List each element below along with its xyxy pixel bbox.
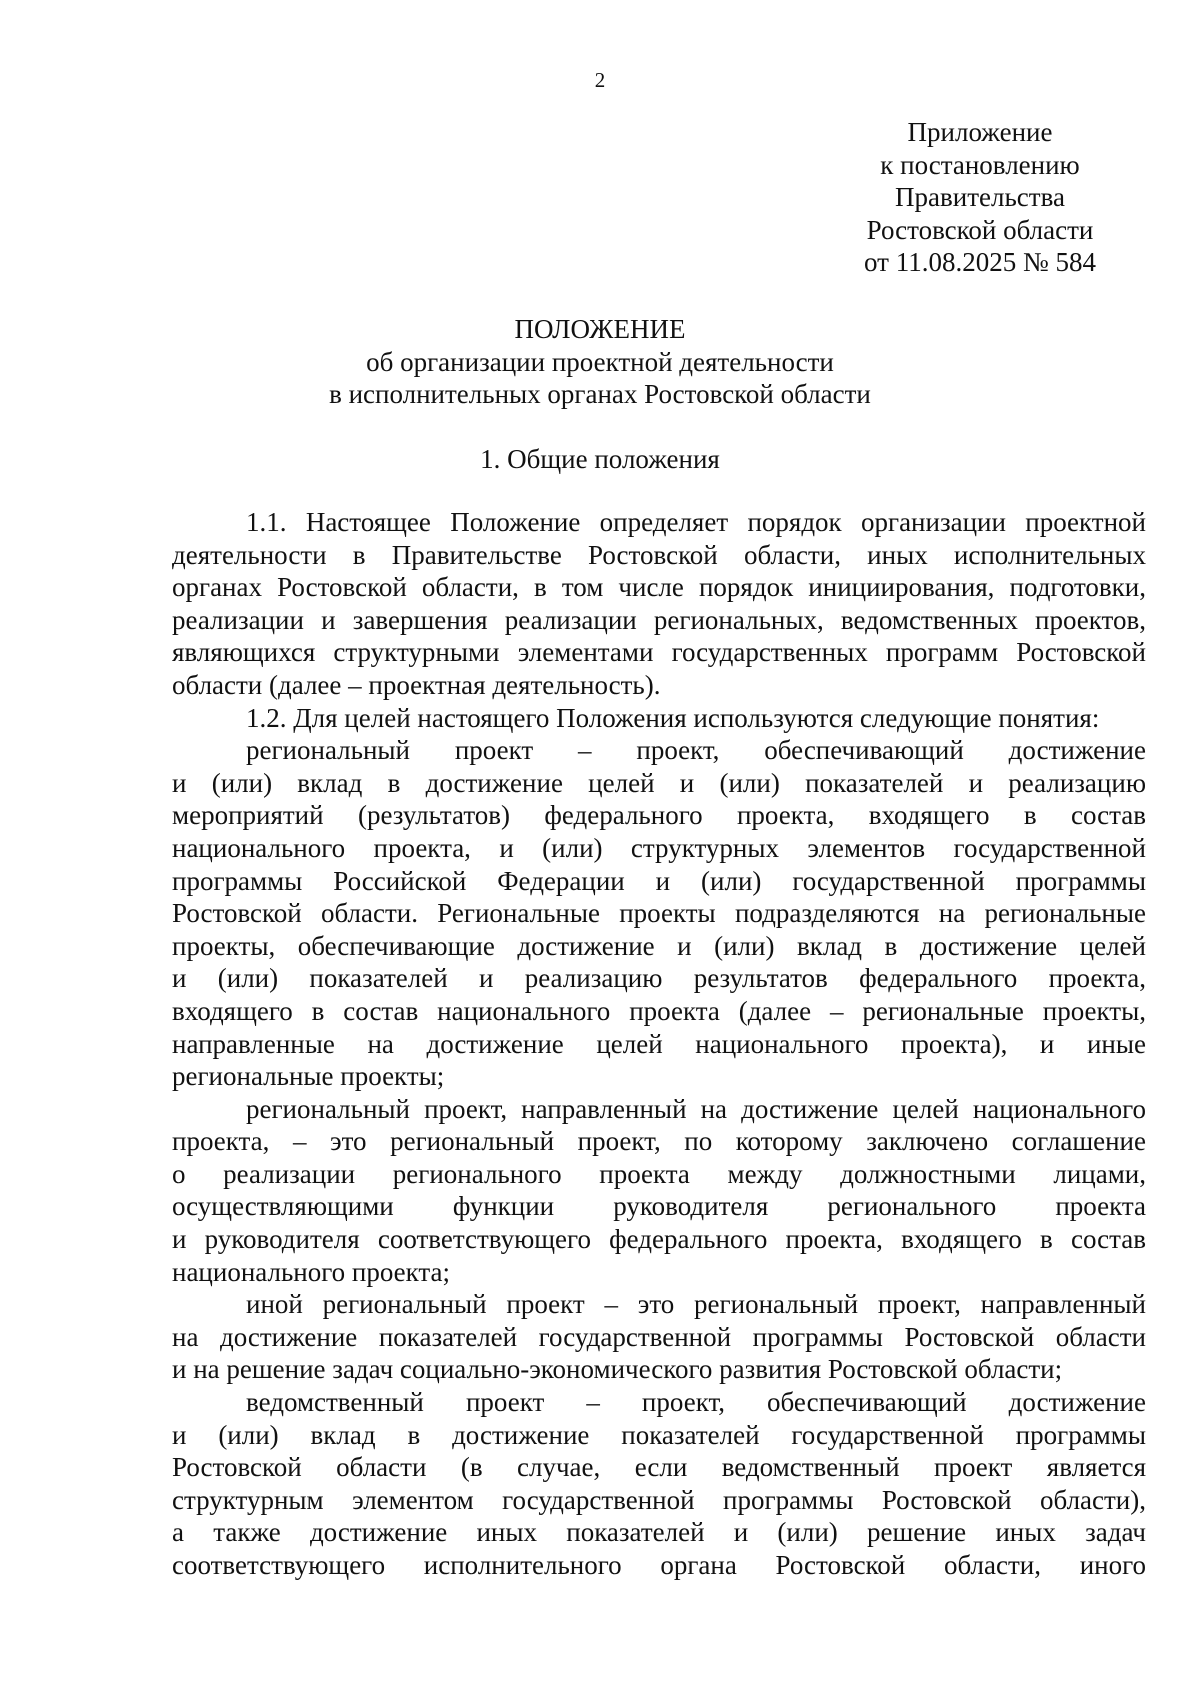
text-line: мероприятий (результатов) федерального проекта, входящего в состав (172, 800, 1146, 831)
text-line: реализации и завершения реализации региональных, ведомственных проектов, (172, 604, 1146, 635)
text-line: ведомственный проект – проект, обеспечивающий достижение (246, 1387, 1146, 1418)
text-line: 1.2. Для целей настоящего Положения используются следующие понятия: (246, 702, 1100, 733)
text-line: региональные проекты; (172, 1061, 445, 1092)
text-line: Ростовской области. Региональные проекты подразделяются на региональные (172, 898, 1146, 929)
appendix-line: к постановлению (880, 149, 1080, 180)
text-line: Ростовской области (в случае, если ведомственный проект является (172, 1452, 1146, 1483)
text-line: программы Российской Федерации и (или) государственной программы (172, 865, 1146, 896)
page-number: 2 (594, 68, 606, 92)
text-line: и (или) вклад в достижение показателей государственной программы (172, 1419, 1146, 1450)
text-line: являющихся структурными элементами государственных программ Ростовской (172, 637, 1146, 668)
text-line: направленные на достижение целей национального проекта), и иные (172, 1028, 1146, 1059)
text-line: региональный проект – проект, обеспечивающий достижение (246, 735, 1146, 766)
text-line: входящего в состав национального проекта (далее – региональные проекты, (172, 995, 1146, 1026)
text-line: области (далее – проектная деятельность). (172, 669, 661, 700)
text-line: о реализации регионального проекта между должностными лицами, (172, 1158, 1146, 1189)
text-line: национального проекта, и (или) структурных элементов государственной (172, 832, 1146, 863)
text-line: 1.1. Настоящее Положение определяет порядок организации проектной (246, 507, 1146, 537)
document-title (0, 313, 1200, 411)
title-line: ПОЛОЖЕНИЕ (514, 314, 686, 344)
text-line: и (или) показателей и реализацию результатов федерального проекта, (172, 963, 1146, 994)
text-line: проекта, – это региональный проект, по которому заключено соглашение (172, 1126, 1146, 1157)
text-line: осуществляющими функции руководителя регионального проекта (172, 1191, 1146, 1222)
appendix-line: от 11.08.2025 № 584 (864, 247, 1096, 277)
section-heading: 1. Общие положения (480, 444, 720, 474)
text-line: и руководителя соответствующего федерального проекта, входящего в состав (172, 1224, 1146, 1255)
title-line: в исполнительных органах Ростовской области (329, 379, 871, 409)
text-line: на достижение показателей государственной программы Ростовской области (172, 1321, 1146, 1352)
text-line: национального проекта; (172, 1256, 451, 1287)
text-line: структурным элементом государственной программы Ростовской области), (172, 1484, 1146, 1515)
body-text (172, 506, 1146, 1582)
title-line: об организации проектной деятельности (366, 346, 834, 377)
text-line: региональный проект, направленный на достижение целей национального (246, 1093, 1146, 1124)
appendix-line: Правительства (895, 182, 1065, 212)
text-line: и (или) вклад в достижение целей и (или) показателей и реализацию (172, 767, 1146, 798)
text-line: органах Ростовской области, в том числе порядок инициирования, подготовки, (172, 572, 1146, 603)
text-line: соответствующего исполнительного органа Ростовской области, иного (172, 1550, 1146, 1580)
appendix-block (830, 116, 1130, 279)
text-line: а также достижение иных показателей и (или) решение иных задач (172, 1517, 1146, 1548)
text-line: иной региональный проект – это региональный проект, направленный (246, 1289, 1146, 1320)
text-line: деятельности в Правительстве Ростовской области, иных исполнительных (172, 539, 1146, 570)
text-line: и на решение задач социально-экономического развития Ростовской области; (172, 1354, 1063, 1385)
appendix-line: Ростовской области (866, 214, 1094, 245)
appendix-line: Приложение (907, 117, 1053, 147)
text-line: проекты, обеспечивающие достижение и (или) вклад в достижение целей (172, 930, 1146, 961)
